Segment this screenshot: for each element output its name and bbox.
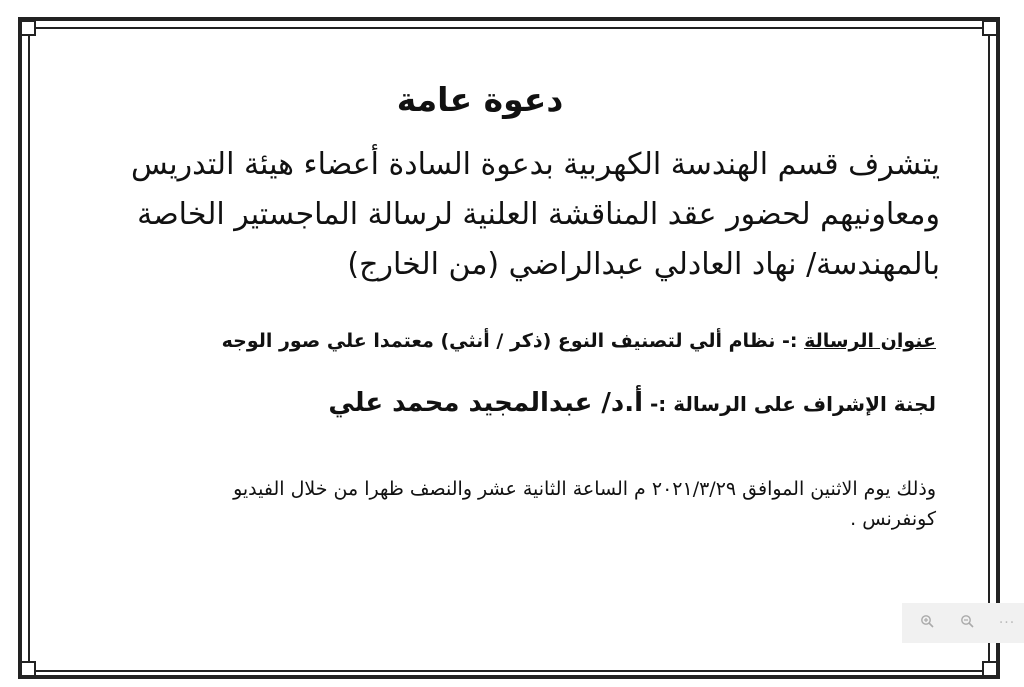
thesis-separator: :- bbox=[775, 330, 805, 352]
corner-ornament bbox=[20, 661, 36, 677]
invitation-title: دعوة عامة bbox=[396, 80, 564, 119]
supervisor-name: أ.د/ عبدالمجيد محمد علي bbox=[328, 388, 644, 418]
supervision-line bbox=[300, 388, 936, 418]
zoom-in-icon bbox=[920, 614, 934, 632]
invitation-intro bbox=[70, 140, 940, 290]
corner-ornament bbox=[982, 661, 998, 677]
thesis-title: نظام ألي لتصنيف النوع (ذكر / أنثي) معتمدا علي صور الوجه bbox=[221, 330, 776, 352]
intro-line: يتشرف قسم الهندسة الكهربية بدعوة السادة أعضاء هيئة التدريس bbox=[131, 147, 940, 182]
zoom-in-button[interactable] bbox=[912, 608, 942, 638]
thesis-label: عنوان الرسالة bbox=[804, 330, 936, 352]
zoom-toolbar bbox=[902, 603, 1024, 643]
datetime-line: وذلك يوم الاثنين الموافق ٢٠٢١/٣/٢٩ م الساعة الثانية عشر والنصف ظهرا من خلال الفيديو bbox=[233, 478, 936, 500]
datetime-line: كونفرنس . bbox=[850, 508, 936, 530]
corner-ornament bbox=[982, 20, 998, 36]
corner-ornament bbox=[20, 20, 36, 36]
thesis-title-line bbox=[180, 330, 936, 352]
zoom-out-button[interactable] bbox=[952, 608, 982, 638]
more-button[interactable]: ··· bbox=[998, 615, 1016, 631]
zoom-out-icon bbox=[960, 614, 974, 632]
intro-line: بالمهندسة/ نهاد العادلي عبدالراضي (من الخارج) bbox=[347, 247, 940, 282]
intro-line: ومعاونيهم لحضور عقد المناقشة العلنية لرسالة الماجستير الخاصة bbox=[137, 197, 940, 232]
date-time-paragraph bbox=[60, 474, 936, 534]
supervision-label: لجنة الإشراف على الرسالة :- bbox=[643, 392, 936, 416]
